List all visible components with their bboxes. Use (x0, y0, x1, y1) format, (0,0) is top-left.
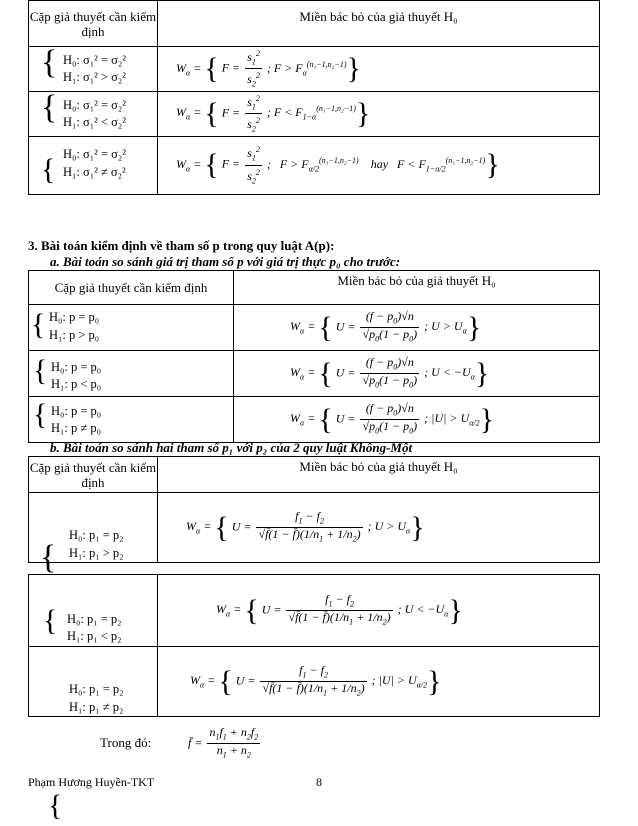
brace-icon: { (41, 88, 58, 126)
table1-row2-region: $W_\alpha$ = { F = $\frac{s_1^2}{s_2^2}$ ; $F < F_{1-\alpha}^{(n_1-1,n_2-1)}$} (158, 91, 600, 136)
h1: H₁: p < p₀ (51, 376, 102, 391)
h0: H₀: σ₁² = σ₂² (63, 52, 126, 67)
table1-row3-region: $W_\alpha$ = { F = $\frac{s_1^2}{s_2^2}$ ; $F > F_{\alpha/2}^{(n_1-1,n_2-1)}$ hay $F < F_{1-\alpha/2}^{(n_1-1,n_2-1)}$} (158, 136, 600, 194)
table1-col2-header: Miền bác bỏ của giả thuyết H₀ (158, 1, 600, 47)
h0: H₀: p₁ = p₂ (67, 611, 122, 626)
page-number: 8 (316, 775, 322, 789)
table1-col1-header: Cặp giả thuyết cần kiểm định (29, 1, 158, 47)
brace-icon: { (41, 43, 58, 81)
table3-col2-header: Miền bác bỏ của giả thuyết H₀ (158, 457, 600, 493)
brace-icon: { (48, 789, 63, 822)
table2-col2-header: Miền bác bỏ của giả thuyết H₀ (234, 271, 600, 305)
table2-row2-hyp (29, 351, 234, 397)
h0: H₀: p = p₀ (49, 309, 100, 324)
table3-row1-region: $W_\alpha$ = { U = $\frac{f_1 - f_2}{√f̄(1 - f̄)(1/n_1 + 1/n_2)}$ ; $U > U_\alpha$} (158, 493, 600, 563)
table2-row3-hyp (29, 397, 234, 443)
table-two-proportion-test-cont (28, 574, 600, 717)
brace-icon: { (31, 307, 46, 341)
table3-row2-region: $W_\alpha$ = { U = $\frac{f_1 - f_2}{√f̄(1 - f̄)(1/n_1 + 1/n_2)}$ ; $U < -U_\alpha$} (158, 575, 600, 647)
brace-icon: { (41, 153, 56, 187)
brace-icon: { (40, 539, 57, 576)
table-proportion-test (28, 270, 600, 443)
h0: H₀: p₁ = p₂ (69, 527, 124, 542)
h0: H₀: σ₁² = σ₂² (63, 147, 126, 162)
table1-row1-region: $W_\alpha$ = { F = $\frac{s_1^2}{s_2^2}$ ; $F > F_\alpha^{(n_1-1,n_2-1)}$} (158, 47, 600, 92)
table2-row3-region: $W_\alpha$ = { U = $\frac{(f - p_0)√n}{√p_0(1 - p_0)}$ ; $|U| > U_{\alpha/2}$} (234, 397, 600, 443)
h1: H₁: p₁ ≠ p₂ (69, 699, 124, 714)
section3-heading: 3. Bài toán kiểm định về tham số p trong quy luật A(p): (28, 238, 335, 253)
table3-row2-hyp (29, 575, 158, 647)
h1: H₁: p ≠ p₀ (51, 420, 101, 435)
h1: H₁: σ₁² > σ₂² (63, 69, 126, 84)
table3-col1-header: Cặp giả thuyết cần kiểm định (29, 457, 158, 493)
h0: H₀: p₁ = p₂ (69, 681, 124, 696)
footer-author: Phạm Hương Huyền-TKT (28, 775, 155, 789)
h1: H₁: p > p₀ (49, 327, 100, 342)
table1-row2-hyp (29, 88, 158, 136)
h1: H₁: σ₁² ≠ σ₂² (63, 165, 126, 180)
h0: H₀: σ₁² = σ₂² (63, 97, 126, 112)
table3-row3-hyp (29, 647, 158, 717)
table2-row1-region: $W_\alpha$ = { U = $\frac{(f - p_0)√n}{√p_0(1 - p_0)}$ ; $U > U_\alpha$} (234, 305, 600, 351)
where-label: Trong đó: (100, 735, 152, 750)
section3-sub-b: b. Bài toán so sánh hai tham số p₁ với p₂ của 2 quy luật Không-Một (50, 440, 413, 455)
brace-icon: { (33, 397, 48, 431)
h0: H₀: p = p₀ (51, 403, 102, 418)
brace-icon: { (33, 353, 48, 387)
table1-row1-hyp (29, 43, 158, 92)
table2-row2-region: $W_\alpha$ = { U = $\frac{(f - p_0)√n}{√p_0(1 - p_0)}$ ; $U < -U_\alpha$} (234, 351, 600, 397)
h1: H₁: σ₁² < σ₂² (63, 114, 126, 129)
h1: H₁: p₁ > p₂ (69, 545, 124, 560)
table1-row3-hyp (29, 136, 158, 194)
table-two-proportion-test (28, 456, 600, 563)
where-formula: f̄ = $\frac{n_1f_1 + n_2f_2}{n_1 + n_2}$ (188, 725, 259, 760)
section3-sub-a: a. Bài toán so sánh giá trị tham số p với giá trị thực p₀ cho trước: (50, 254, 401, 269)
h1: H₁: p₁ < p₂ (67, 628, 122, 643)
brace-icon: { (43, 603, 58, 637)
table3-row3-region: $W_\alpha$ = { U = $\frac{f_1 - f_2}{√f̄(1 - f̄)(1/n_1 + 1/n_2)}$ ; $|U| > U_{\alpha/2}$} (158, 647, 600, 717)
table2-col1-header: Cặp giả thuyết cần kiểm định (29, 271, 234, 305)
table-variance-test (28, 0, 600, 195)
h0: H₀: p = p₀ (51, 359, 102, 374)
table2-row1-hyp (29, 305, 234, 351)
